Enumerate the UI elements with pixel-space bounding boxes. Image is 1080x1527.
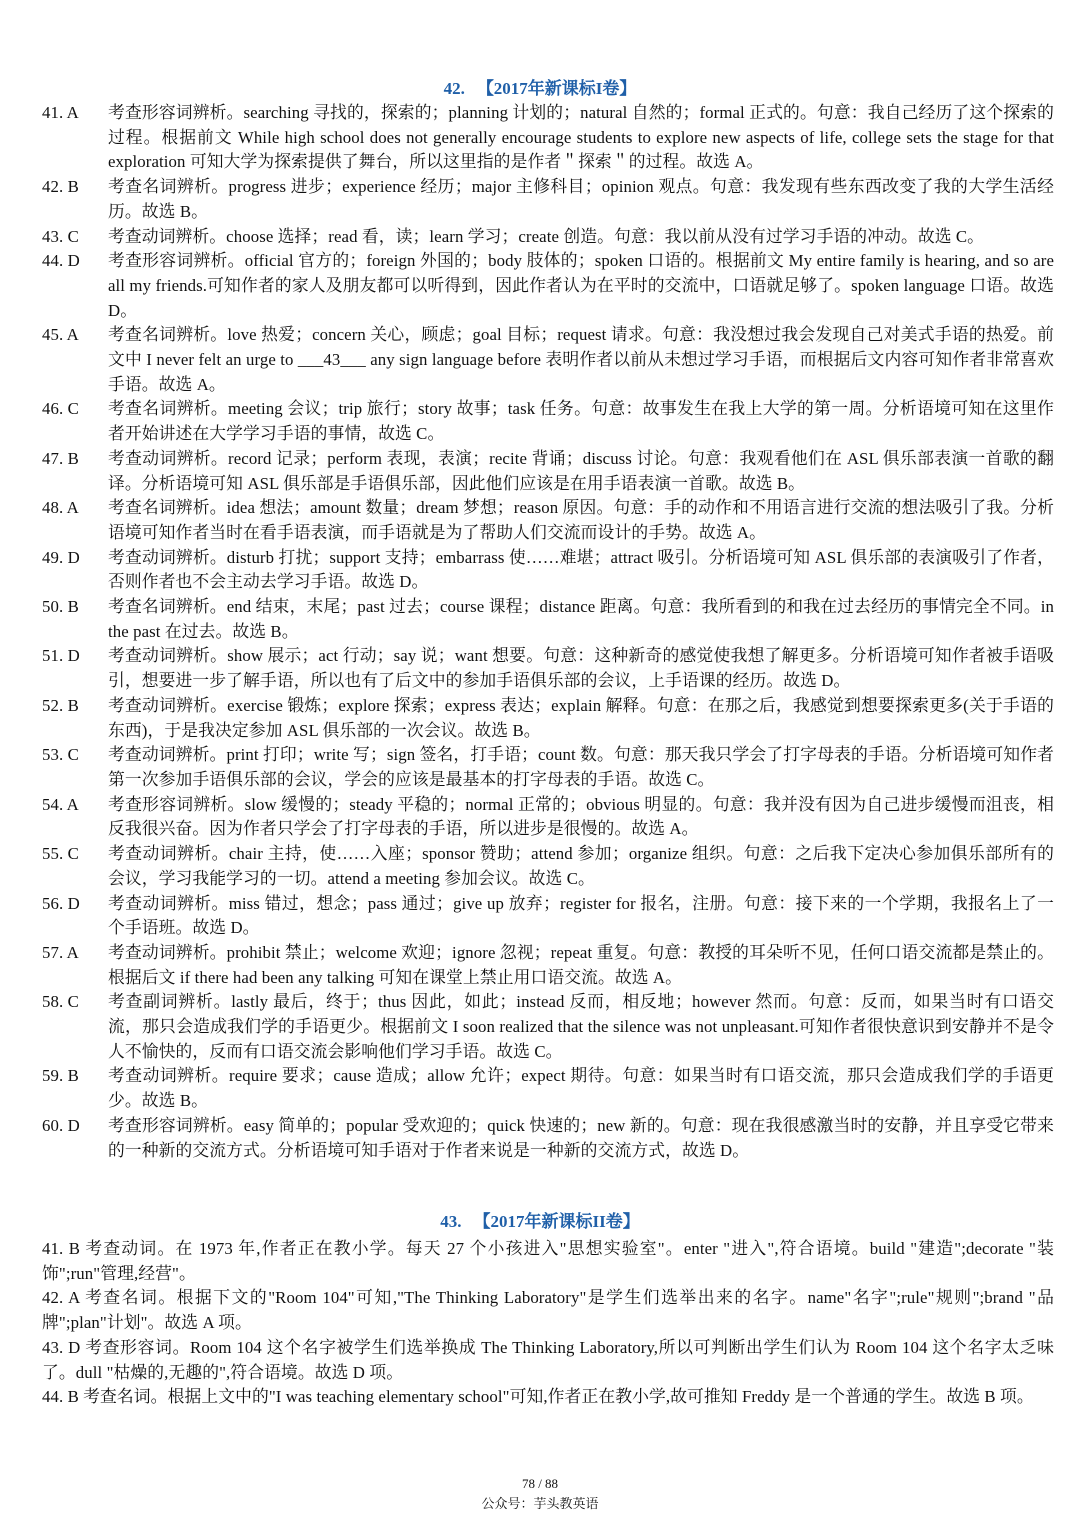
answer-explanation: 考查动词辨析。disturb 打扰；support 支持；embarrass 使……难堪；attract 吸引。分析语境可知 ASL 俱乐部的表演吸引了作者，否则作者也不会主动去学习手语。故选 D。: [108, 547, 1054, 592]
section-title-text: 【2017年新课标II卷】: [473, 1212, 640, 1231]
answer-explanation: 考查动词辨析。miss 错过，想念；pass 通过；give up 放弃；register for 报名，注册。句意：接下来的一个学期，我报名上了一个手语班。故选 D。: [108, 893, 1054, 938]
answer-item: [42, 546, 1054, 595]
answer-explanation: 考查形容词辨析。easy 简单的；popular 受欢迎的；quick 快速的；new 新的。句意：现在我很感激当时的安静，并且享受它带来的一种新的交流方式。分析语境可知手语对于作者来说是一种新的交流方式，故选 D。: [108, 1115, 1054, 1160]
answer-label: 48. A: [42, 498, 79, 518]
answer-item: [42, 323, 1054, 397]
answer-label: 58. C: [42, 992, 79, 1012]
answer-label: 55. C: [42, 844, 79, 864]
answer-label: 51. D: [42, 646, 80, 666]
answer-list-section-2: [42, 1237, 1054, 1410]
answer-explanation: 考查动词辨析。chair 主持，使……入座；sponsor 赞助；attend 参加；organize 组织。句意：之后我下定决心参加俱乐部所有的会议，学习我能学习的一切。attend a meeting 参加会议。故选 C。: [108, 844, 1054, 888]
answer-explanation: 考查名词辨析。idea 想法；amount 数量；dream 梦想；reason 原因。句意：手的动作和不用语言进行交流的想法吸引了我。分析语境可知作者当时在看手语表演，而手语就是为了帮助人们交流而设计的手势。故选 A。: [108, 498, 1054, 542]
answer-label: 49. D: [42, 547, 80, 567]
answer-explanation: 考查动词辨析。show 展示；act 行动；say 说；want 想要。句意：这种新奇的感觉使我想了解更多。分析语境可知作者被手语吸引，想要进一步了解手语，所以也有了后文中的参加手语俱乐部的会议，上手语课的经历。故选 D。: [108, 646, 1054, 691]
answer-list-section-1: [42, 101, 1054, 1163]
answer-item: 43. D 考查形容词。Room 104 这个名字被学生们选举换成 The Thinking Laboratory,所以可判断出学生们认为 Room 104 这个名字太乏味了。dull "枯燥的,无趣的",符合语境。故选 D 项。: [42, 1337, 1054, 1382]
answer-explanation: 考查名词辨析。meeting 会议；trip 旅行；story 故事；task 任务。句意：故事发生在我上大学的第一周。分析语境可知在这里作者开始讲述在大学学习手语的事情，故选 C。: [108, 399, 1054, 444]
footer-account: 公众号：芋头教英语: [481, 1496, 599, 1511]
answer-explanation: 考查动词辨析。choose 选择；read 看，读；learn 学习；create 创造。句意：我以前从没有过学习手语的冲动。故选 C。: [108, 226, 985, 246]
answer-explanation: 考查形容词辨析。official 官方的；foreign 外国的；body 肢体的；spoken 口语的。根据前文 My entire family is hearing, and so are all my friends.可知作者的家人及朋友都可以听得到，因此作者认为在平时的交流中，口语就足够了。spoken language 口语。故选 D。: [108, 251, 1054, 320]
answer-item: 44. B 考查名词。根据上文中的"I was teaching elementary school"可知,作者正在教小学,故可推知 Freddy 是一个普通的学生。故选 B 项。: [42, 1387, 1034, 1407]
answer-label: 46. C: [42, 399, 79, 419]
answer-explanation: 考查形容词辨析。searching 寻找的，探索的；planning 计划的；natural 自然的；formal 正式的。句意：我自己经历了这个探索的过程。根据前文 While high school does not generally encourage students to explore new aspects of life, college sets the stage for that exploration 可知大学为探索提供了舞台，所以这里指的是作者＂探索＂的过程。故选 A。: [108, 103, 1054, 172]
answer-item: [42, 1114, 1054, 1163]
answer-item: [42, 447, 1054, 496]
answer-label: 53. C: [42, 745, 79, 765]
answer-item: [42, 1064, 1054, 1113]
section-number: 43.: [440, 1212, 462, 1231]
answer-explanation: 考查动词辨析。print 打印；write 写；sign 签名，打手语；count 数。句意：那天我只学会了打字母表的手语。分析语境可知作者第一次参加手语俱乐部的会议，学会的应该是最基本的打字母表的手语。故选 C。: [108, 745, 1054, 789]
answer-item: [42, 225, 1054, 250]
answer-explanation: 考查名词辨析。love 热爱；concern 关心，顾虑；goal 目标；request 请求。句意：我没想过我会发现自己对美式手语的热爱。前文中 I never felt an urge to ___43___ any sign language before 表明作者以前从未想过学习手语，而根据后文内容可知作者非常喜欢手语。故选 A。: [108, 325, 1054, 394]
answer-item: [42, 644, 1054, 693]
answer-explanation: 考查名词辨析。end 结束，末尾；past 过去；course 课程；distance 距离。句意：我所看到的和我在过去经历的事情完全不同。in the past 在过去。故选 B。: [108, 597, 1054, 641]
answer-label: 60. D: [42, 1115, 80, 1135]
answer-item: [42, 694, 1054, 743]
answer-item: [42, 249, 1054, 323]
answer-label: 59. B: [42, 1066, 79, 1086]
answer-item: [42, 941, 1054, 990]
answer-label: 42. B: [42, 177, 79, 197]
answer-label: 41. A: [42, 103, 79, 122]
answer-label: 52. B: [42, 695, 79, 715]
section-number: 42.: [443, 79, 465, 98]
answer-item: [42, 595, 1054, 644]
answer-label: 54. A: [42, 794, 79, 814]
answer-explanation: 考查副词辨析。lastly 最后，终于；thus 因此，如此；instead 反而，相反地；however 然而。句意：反而，如果当时有口语交流，那只会造成我们学的手语更少。根据前文 I soon realized that the silence was not unpleasant.可知作者很快意识到安静并不是令人不愉快的，反而有口语交流会影响他们学习手语。故选 C。: [108, 992, 1054, 1061]
answer-item: 42. A 考查名词。根据下文的"Room 104"可知,"The Thinking Laboratory"是学生们选举出来的名字。name"名字";rule"规则";brand "品牌";plan"计划"。故选 A 项。: [42, 1288, 1054, 1333]
answer-item: [42, 842, 1054, 891]
answer-explanation: 考查形容词辨析。slow 缓慢的；steady 平稳的；normal 正常的；obvious 明显的。句意：我并没有因为自己进步缓慢而沮丧，相反我很兴奋。因为作者只学会了打字母表的手语，所以进步是很慢的。故选 A。: [108, 794, 1054, 839]
answer-label: 45. A: [42, 325, 79, 345]
answer-label: 50. B: [42, 597, 79, 617]
answer-explanation: 考查动词辨析。prohibit 禁止；welcome 欢迎；ignore 忽视；repeat 重复。句意：教授的耳朵听不见，任何口语交流都是禁止的。根据后文 if there had been any talking 可知在课堂上禁止用口语交流。故选 A。: [108, 942, 1054, 987]
page-number: 78 / 88: [521, 1476, 559, 1491]
answer-explanation: 考查名词辨析。progress 进步；experience 经历；major 主修科目；opinion 观点。句意：我发现有些东西改变了我的大学生活经历。故选 B。: [108, 177, 1054, 221]
answer-item: [42, 397, 1054, 446]
answer-label: 44. D: [42, 251, 80, 271]
answer-item: [42, 101, 1054, 175]
answer-item: [42, 496, 1054, 545]
answer-item: [42, 743, 1054, 792]
answer-label: 47. B: [42, 448, 79, 468]
section-heading-2017-national-1: [0, 78, 1080, 100]
section-title-text: 【2017年新课标I卷】: [476, 79, 637, 98]
answer-item: [42, 990, 1054, 1064]
section-heading-2017-national-2: [0, 1211, 1080, 1233]
answer-explanation: 考查动词辨析。require 要求；cause 造成；allow 允许；expect 期待。句意：如果当时有口语交流，那只会造成我们学的手语更少。故选 B。: [108, 1066, 1054, 1111]
answer-explanation: 考查动词辨析。record 记录；perform 表现，表演；recite 背诵；discuss 讨论。句意：我观看他们在 ASL 俱乐部表演一首歌的翻译。分析语境可知 ASL 俱乐部是手语俱乐部，因此他们应该是在用手语表演一首歌。故选 B。: [108, 448, 1054, 493]
answer-label: 43. C: [42, 226, 79, 246]
answer-label: 56. D: [42, 893, 80, 913]
answer-label: 57. A: [42, 942, 79, 962]
answer-item: [42, 892, 1054, 941]
answer-item: [42, 175, 1054, 224]
answer-item: 41. B 考查动词。在 1973 年,作者正在教小学。每天 27 个小孩进入"思想实验室"。enter "进入",符合语境。build "建造";decorate "装饰";run"管理,经营"。: [42, 1239, 1054, 1283]
answer-explanation: 考查动词辨析。exercise 锻炼；explore 探索；express 表达；explain 解释。句意：在那之后，我感觉到想要探索更多(关于手语的东西)，于是我决定参加 ASL 俱乐部的一次会议。故选 B。: [108, 695, 1054, 740]
answer-item: [42, 793, 1054, 842]
